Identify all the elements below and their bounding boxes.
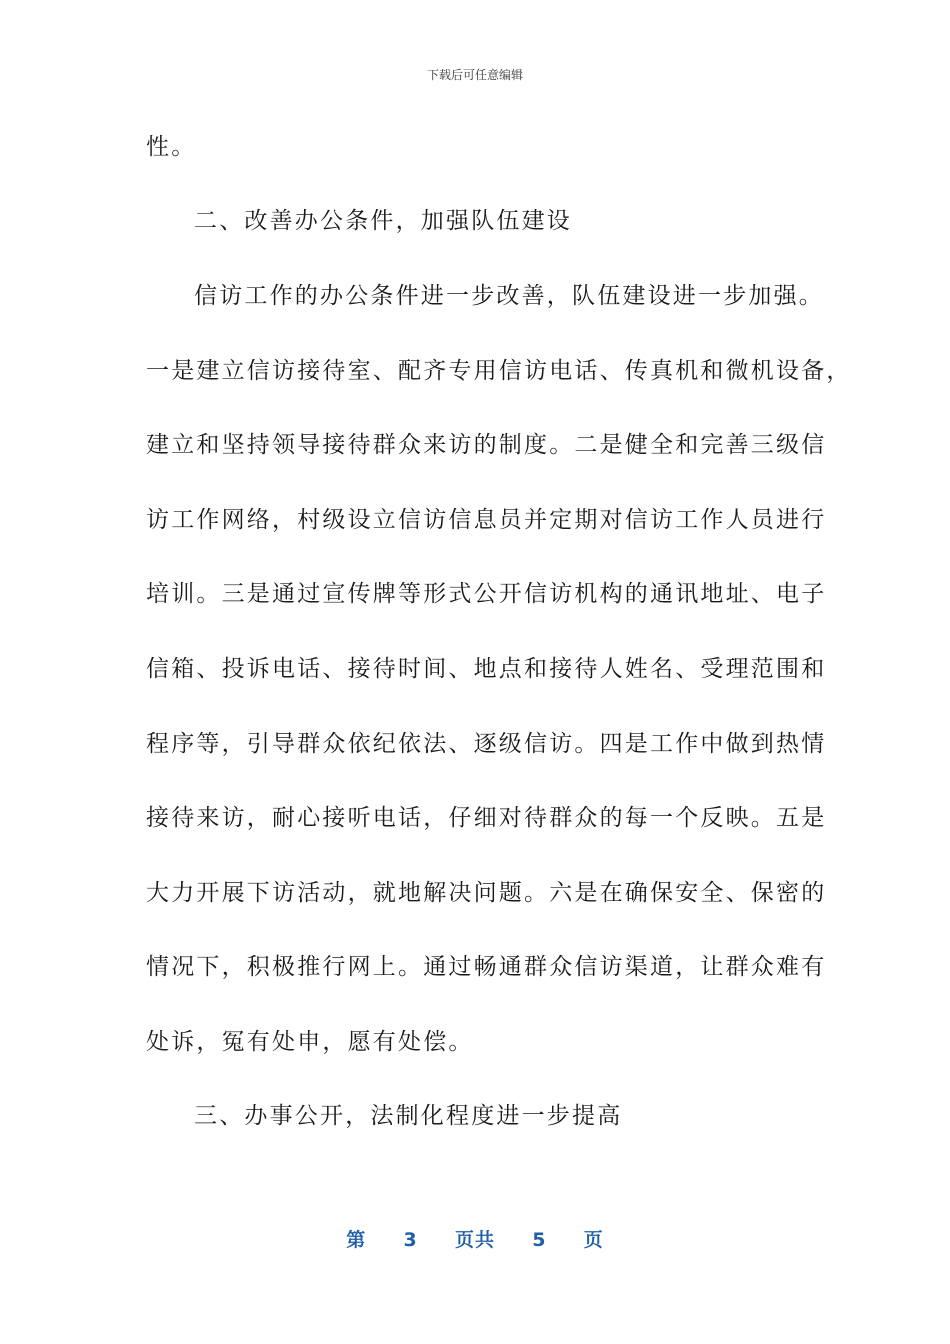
body-line-10: 接待来访，耐心接听电话，仔细对待群众的每一个反映。五是 <box>146 805 827 831</box>
body-line-4: 一是建立信访接待室、配齐专用信访电话、传真机和微机设备， <box>146 358 852 384</box>
footer-page-suffix: 页 <box>583 1229 604 1251</box>
section-heading-2: 二、改善办公条件，加强队伍建设 <box>194 208 572 234</box>
header-note: 下载后可任意编辑 <box>426 68 523 82</box>
body-line-8: 信箱、投诉电话、接待时间、地点和接待人姓名、受理范围和 <box>146 656 827 682</box>
section-heading-3: 三、办事公开，法制化程度进一步提高 <box>194 1103 623 1129</box>
body-line-3: 信访工作的办公条件进一步改善，队伍建设进一步加强。 <box>194 283 824 309</box>
body-line-7: 培训。三是通过宣传牌等形式公开信访机构的通讯地址、电子 <box>146 581 827 607</box>
body-line-9: 程序等，引导群众依纪依法、逐级信访。四是工作中做到热情 <box>146 731 827 757</box>
body-line-11: 大力开展下访活动，就地解决问题。六是在确保安全、保密的 <box>146 880 827 906</box>
body-line-13: 处诉，冤有处申，愿有处偿。 <box>146 1029 474 1055</box>
footer-total-label: 页共 <box>454 1229 495 1251</box>
body-line-5: 建立和坚持领导接待群众来访的制度。二是健全和完善三级信 <box>146 432 827 458</box>
footer-current-page: 3 <box>403 1229 418 1251</box>
page-footer <box>0 1225 950 1252</box>
footer-total-pages: 5 <box>532 1229 547 1251</box>
body-line-6: 访工作网络，村级设立信访信息员并定期对信访工作人员进行 <box>146 507 827 533</box>
body-line-12: 情况下，积极推行网上。通过畅通群众信访渠道，让群众难有 <box>146 954 827 980</box>
body-line-1: 性。 <box>146 134 197 160</box>
footer-page-label: 第 <box>346 1229 367 1251</box>
